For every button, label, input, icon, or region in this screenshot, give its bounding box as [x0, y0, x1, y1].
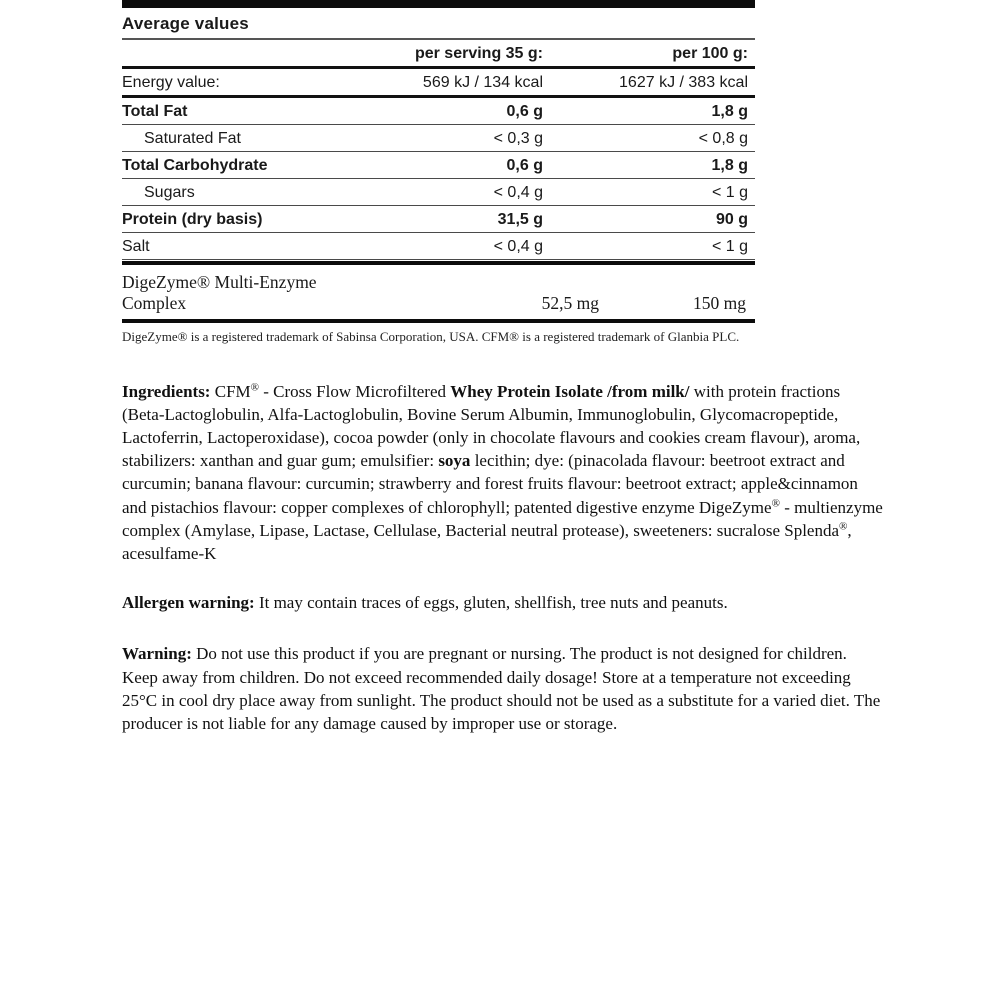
row-label: Protein (dry basis) [122, 211, 263, 228]
table-row-total-carbohydrate [122, 152, 755, 179]
row-serving-value: < 0,3 g [493, 130, 543, 147]
row-label: Total Carbohydrate [122, 157, 268, 174]
row-serving-value: < 0,4 g [493, 238, 543, 255]
trademark-footnote: DigeZyme® is a registered trademark of Sabinsa Corporation, USA. CFM® is a registered trademark of Glanbia PLC. [122, 329, 740, 344]
top-black-bar [122, 0, 755, 8]
table-row-total-fat [122, 98, 755, 125]
row-per100-value: 1627 kJ / 383 kcal [619, 74, 748, 91]
header-per-100g: per 100 g: [672, 45, 748, 62]
row-serving-value: 31,5 g [497, 211, 543, 228]
ingredients-paragraph: Ingredients: CFM® - Cross Flow Microfiltered Whey Protein Isolate /from milk/ with protein fractions (Beta-Lactoglobulin, Alfa-Lactoglobulin, Bovine Serum Albumin, Immunoglobulin, Glycomacropeptide, Lactoferrin, Lactoperoxidase), cocoa powder (only in chocolate flavours and cookies cream flavour), aroma, stabilizers: xanthan and guar gum; emulsifier: soya lecithin; dye: (pinacolada flavour: beetroot extract and curcumin; banana flavour: curcumin; strawberry and forest fruits flavour: beetroot extract; apple&cinnamon and pistachios flavour: copper complexes of chlorophyll; patented digestive enzyme DigeZyme® - multienzyme complex (Amylase, Lipase, Lactase, Cellulase, Bacterial neutral protease), sweeteners: sucralose Splenda®, acesulfame-K [122, 380, 883, 563]
row-serving-value: 0,6 g [506, 103, 543, 120]
table-row-salt [122, 233, 755, 260]
table-row-protein [122, 206, 755, 233]
row-per100-value: 90 g [715, 211, 748, 228]
row-label: DigeZyme® Multi-Enzyme Complex [122, 272, 317, 313]
table-row-energy [122, 69, 755, 98]
warning-paragraph: Warning: Do not use this product if you are pregnant or nursing. The product is not designed for children. Keep away from children. Do not exceed recommended daily dosage! Store at a temperature not exceeding 25°C in cool dry place away from sunlight. The product should not be used as a substitute for a varied diet. The producer is not liable for any damage caused by improper use or storage. [122, 644, 881, 733]
row-per100-value: < 1 g [711, 238, 748, 255]
label-content [122, 0, 884, 735]
allergen-warning-paragraph: Allergen warning: It may contain traces of eggs, gluten, shellfish, tree nuts and peanuts. [122, 593, 728, 613]
table-row-digezyme [122, 265, 755, 318]
row-label: Total Fat [122, 103, 188, 120]
row-serving-value: 0,6 g [506, 157, 543, 174]
row-per100-value: < 0,8 g [698, 130, 748, 147]
table-title: Average values [122, 8, 755, 40]
table-header-row [122, 40, 755, 69]
nutrition-table [122, 8, 755, 345]
row-label: Saturated Fat [144, 130, 241, 147]
row-serving-value: < 0,4 g [493, 184, 543, 201]
row-per100-value: < 1 g [711, 184, 748, 201]
heavy-divider-bottom [122, 319, 755, 323]
row-per100-value: 150 mg [693, 293, 746, 313]
table-row-sugars [122, 179, 755, 206]
row-label: Salt [122, 238, 150, 255]
row-per100-value: 1,8 g [711, 103, 748, 120]
row-serving-value: 52,5 mg [541, 293, 599, 313]
row-serving-value: 569 kJ / 134 kcal [422, 74, 543, 91]
row-label: Energy value: [122, 74, 220, 91]
table-row-saturated-fat [122, 125, 755, 152]
row-per100-value: 1,8 g [711, 157, 748, 174]
header-per-serving: per serving 35 g: [414, 45, 543, 62]
row-label: Sugars [144, 184, 195, 201]
